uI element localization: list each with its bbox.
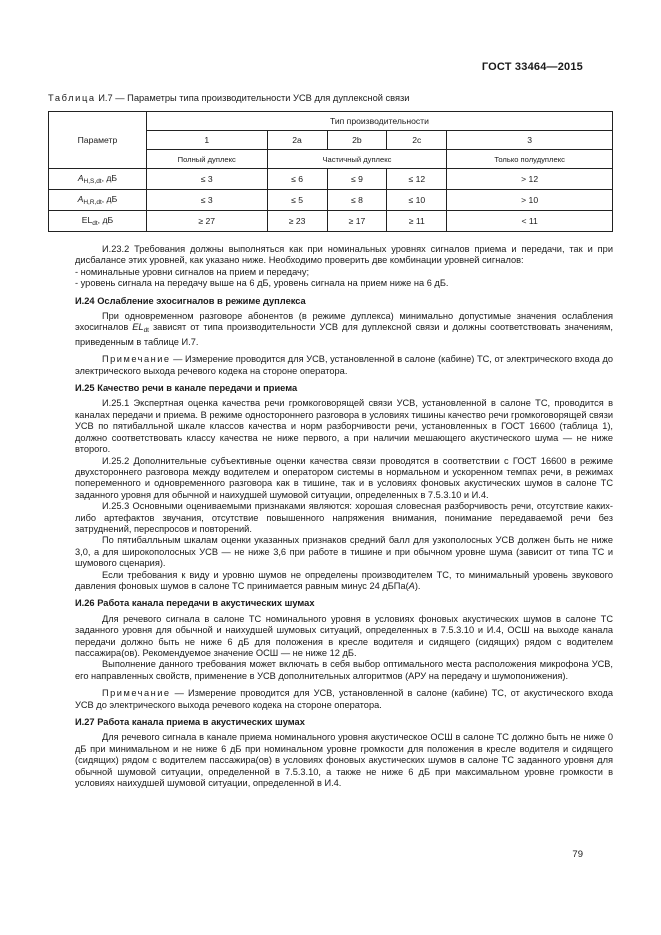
param-name: $A_{H,R,dt}$, дБ — [49, 190, 147, 211]
paragraph-24: При одновременном разговоре абонентов (в режиме дуплекса) минимально допустимые значения ослабления эхосигналов $EL_{dt}$ зависят от типа производительности УСВ для дуплексной связи и должны соответствовать значениям, приведенным в таблице И.7. — [75, 311, 613, 347]
table-cell: ≤ 3 — [146, 190, 267, 211]
list-item: - уровень сигнала на передачу выше на 6 дБ, уровень сигнала на прием ниже на 6 дБ. — [75, 278, 449, 289]
note-26: Примечание — Измерение проводится для УСВ, установленной в салоне (кабине) ТС, от акустического входа УСВ до электрического выхода речевого кодека на стороне оператора. — [75, 688, 613, 710]
list-item: - номинальные уровни сигналов на прием и передачу; — [75, 266, 310, 277]
table-cell: ≤ 6 — [267, 169, 327, 190]
type-code: 2a — [267, 131, 327, 150]
table-caption-text: И.7 — Параметры типа производительности УСВ для дуплексной связи — [95, 93, 410, 103]
type-code: 3 — [447, 131, 613, 150]
paragraph-26-2: Выполнение данного требования может включать в себя выбор оптимального места расположения микрофона УСВ, его направленных свойств, применение в УСВ дополнительных алгоритмов (АРУ на передачу и шумопонижения). — [75, 659, 613, 681]
table-cell: > 12 — [447, 169, 613, 190]
table-cell: ≤ 12 — [387, 169, 447, 190]
type-header: Тип производительности — [146, 112, 612, 131]
type-code: 2b — [327, 131, 387, 150]
paragraph-25-2: И.25.2 Дополнительные субъективные оценки качества связи проводятся в соответствии с ГОСТ 16600 в режиме двухстороннего разговора между водителем и оператором системы в нормальном и ускоренном темпах речи, в режимах попеременного и одновременного разговора как в тишине, так и в условиях фоновых акустических шумов в салоне ТС заданного уровня для обычной и наихудшей шумовой ситуации, определенных в 7.5.3.10 и И.4. — [75, 455, 613, 500]
standard-number: ГОСТ 33464—2015 — [481, 61, 583, 73]
heading-25: И.25 Качество речи в канале передачи и приема — [75, 383, 298, 394]
duplex-partial: Частичный дуплекс — [267, 150, 447, 169]
table-cell: ≤ 5 — [267, 190, 327, 211]
table-cell: ≥ 11 — [387, 211, 447, 232]
paragraph-25-3: И.25.3 Основными оцениваемыми признаками являются: хорошая словесная разборчивость речи, отсутствие каких-либо артефактов звучания, отсутствие повышенного напряжения внимания, понимание передаваемой речи без затруднений, переспросов и повторений. — [75, 501, 613, 534]
table-cell: ≤ 10 — [387, 190, 447, 211]
duplex-full: Полный дуплекс — [146, 150, 267, 169]
heading-27: И.27 Работа канала приема в акустических шумах — [75, 717, 305, 728]
table-cell: < 11 — [447, 211, 613, 232]
param-header: Параметр — [49, 112, 147, 169]
table-cell: ≤ 8 — [327, 190, 387, 211]
page-number: 79 — [572, 849, 583, 860]
paragraph-25-4: По пятибалльным шкалам оценки указанных признаков средний балл для узкополосных УСВ должен быть не ниже 3,0, а для широкополосных УСВ — не ниже 3,6 при работе в тишине и при обычном уровне шума (зависит от типа ТС и шумового сценария). — [75, 535, 613, 569]
note-24: Примечание — Измерение проводится для УСВ, установленной в салоне (кабине) ТС, от электрического входа до электрического выхода речевого кодека на стороне оператора. — [75, 354, 613, 376]
table-row — [49, 190, 613, 211]
heading-24: И.24 Ослабление эхосигналов в режиме дуплекса — [75, 295, 306, 306]
parameters-table — [48, 111, 613, 232]
body-text — [75, 244, 613, 789]
table-cell: > 10 — [447, 190, 613, 211]
table-cell: ≤ 9 — [327, 169, 387, 190]
table-row — [49, 169, 613, 190]
table-caption-word: Таблица — [48, 93, 96, 103]
type-code: 1 — [146, 131, 267, 150]
paragraph-26-1: Для речевого сигнала в салоне ТС номинального уровня в условиях фоновых акустических шумов в салоне ТС заданного уровня для обычной и наихудшей шумовых ситуаций, определенных в 7.5.3.10 и И.4, ОСШ на выходе канала передачи должно быть не ниже 6 дБ для положения в кресле водителя и сидящего (сидящих) рядом с водителем пассажира(ов). Рекомендуемое значение ОСШ — не ниже 12 дБ. — [75, 613, 613, 658]
table-cell: ≤ 3 — [146, 169, 267, 190]
duplex-half: Только полудуплекс — [447, 150, 613, 169]
paragraph-25-1: И.25.1 Экспертная оценка качества речи громкоговорящей связи УСВ, установленной в салоне ТС, проводится в каналах передачи и приема. В режиме одностороннего разговора в условиях тишины качество речи громкоговорящей связи УСВ по пятибалльной шкале классов качества и норм разборчивости речи, установленных в ГОСТ 16600 (таблица 1), должно соответствовать классу качества не ниже первого, а при наличии мешающего акустического шума — не ниже второго. — [75, 398, 613, 455]
paragraph-23-2: И.23.2 Требования должны выполняться как при номинальных уровнях сигналов приема и передачи, так и при дисбалансе этих уровней, как указано ниже. Необходимо проверить две комбинации уровней сигналов: — [75, 244, 613, 266]
table-caption — [48, 93, 410, 103]
paragraph-27-1: Для речевого сигнала в канале приема номинального уровня акустическое ОСШ в салоне ТС должно быть не ниже 0 дБ при минимальном и не ниже 6 дБ при номинальном уровне громкости для положения в кресле водителя и сидящего (сидящих) рядом с водителем пассажира(ов) в условиях фоновых акустических шумов в салоне ТС заданного уровня для обычной шумовой ситуации, определенной в 7.5.3.10, а также не ниже 6 дБ при максимальном уровне громкости в условиях наихудшей шумовой ситуации, определенной в И.4. — [75, 732, 613, 789]
heading-26: И.26 Работа канала передачи в акустических шумах — [75, 598, 315, 609]
param-name: $EL_{dt}$, дБ — [49, 211, 147, 232]
table-cell: ≥ 17 — [327, 211, 387, 232]
type-code: 2c — [387, 131, 447, 150]
paragraph-25-5: Если требования к виду и уровню шумов не определены производителем ТС, то минимальный уровень звукового давления фоновых шумов в салоне ТС принимается равным минус 24 дБПа(A). — [75, 569, 613, 591]
param-name: $A_{H,S,dt}$, дБ — [49, 169, 147, 190]
table-cell: ≥ 27 — [146, 211, 267, 232]
table-cell: ≥ 23 — [267, 211, 327, 232]
table-row — [49, 211, 613, 232]
